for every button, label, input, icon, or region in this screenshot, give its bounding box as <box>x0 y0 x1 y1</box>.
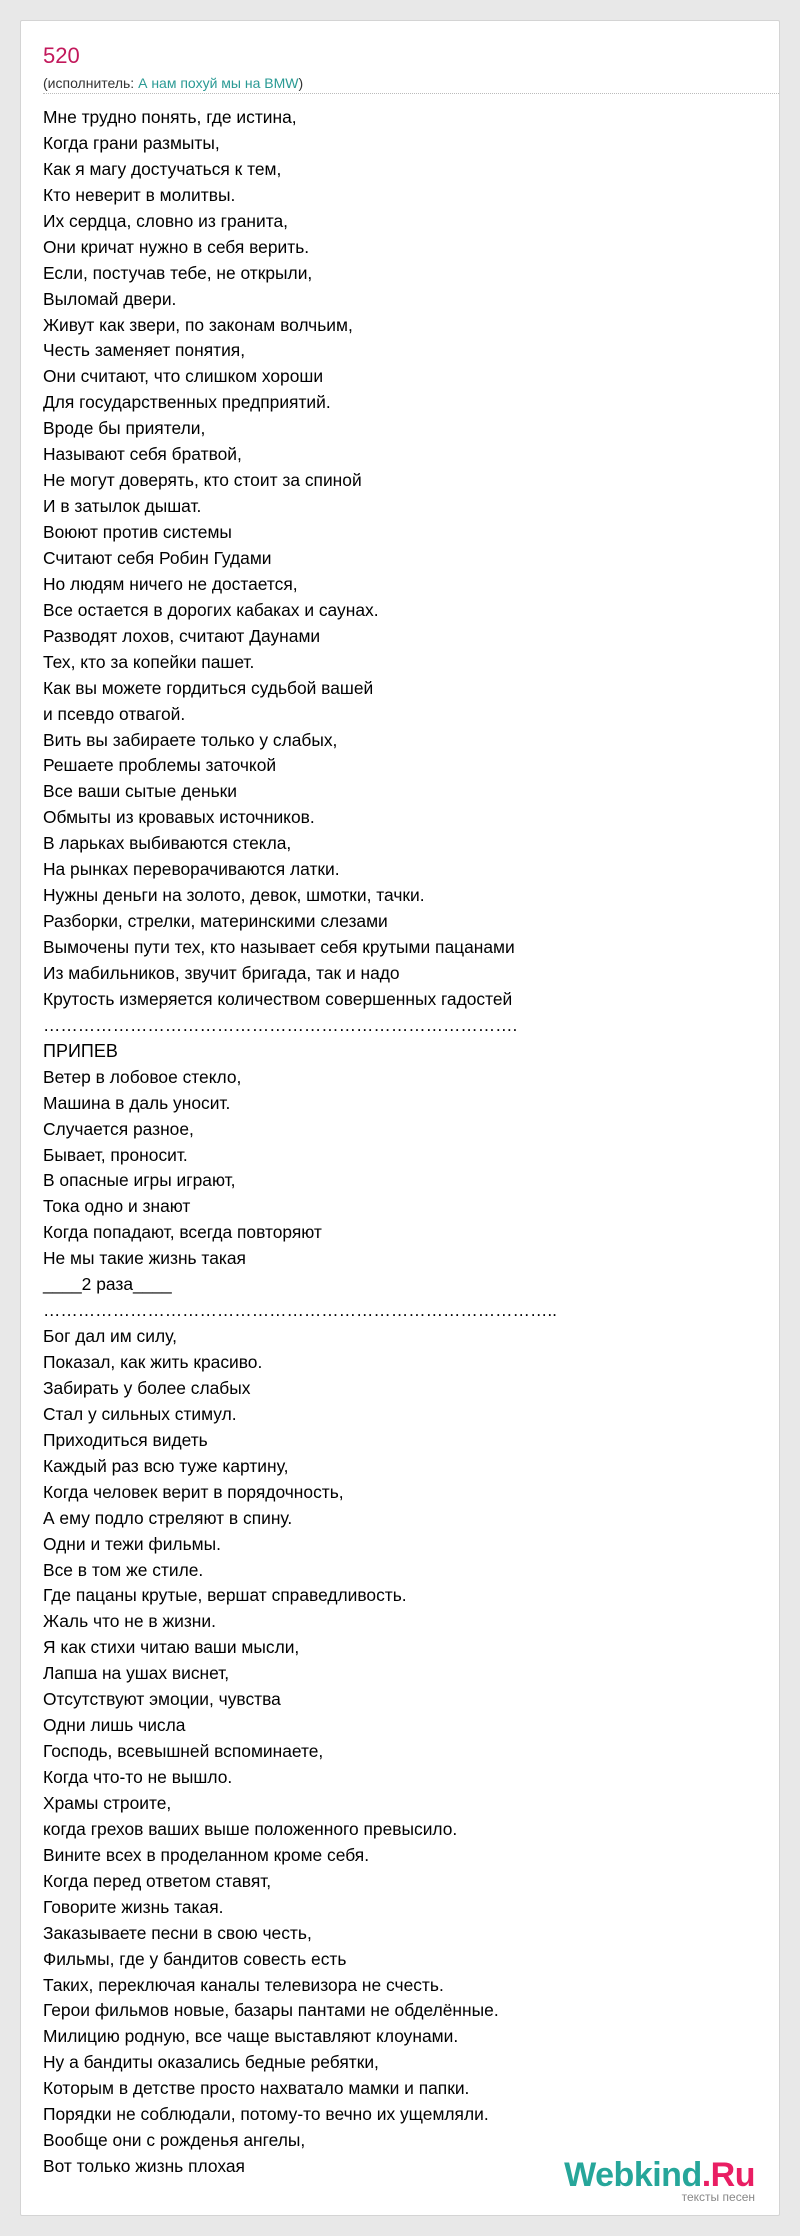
lyric-line: Решаете проблемы заточкой <box>43 755 277 776</box>
lyric-line: Как вы можете гордиться судьбой вашей <box>43 677 374 698</box>
lyric-line: Таких, переключая каналы телевизора не счесть. <box>43 1974 444 1995</box>
lyric-line: Считают себя Робин Гудами <box>43 547 272 568</box>
lyric-line: Герои фильмов новые, базары пантами не обделённые. <box>43 2000 499 2021</box>
lyric-line: Вить вы забираете только у слабых, <box>43 729 338 750</box>
lyric-line: Как я магу достучаться к тем, <box>43 158 282 179</box>
content-card <box>20 20 780 2216</box>
lyric-line: Выломай двери. <box>43 288 177 309</box>
lyric-line: Фильмы, где у бандитов совесть есть <box>43 1948 347 1969</box>
lyric-line: ………………………………………………………………………. <box>43 1014 518 1035</box>
lyric-line: Бог дал им силу, <box>43 1326 177 1347</box>
lyric-line: Вообще они с рожденья ангелы, <box>43 2130 306 2151</box>
lyric-line: В опасные игры играют, <box>43 1170 236 1191</box>
logo-tagline: тексты песен <box>681 2190 755 2204</box>
lyric-line: Для государственных предприятий. <box>43 392 331 413</box>
lyric-line: Все остается в дорогих кабаках и саунах. <box>43 599 379 620</box>
lyric-line: Тех, кто за копейки пашет. <box>43 651 255 672</box>
lyric-line: Тока одно и знают <box>43 1196 191 1217</box>
lyric-line: Ветер в лобовое стекло, <box>43 1066 242 1087</box>
lyric-line: Воюют против системы <box>43 522 232 542</box>
song-title: 520 <box>43 43 80 68</box>
lyric-line: Когда попадают, всегда повторяют <box>43 1222 322 1243</box>
lyric-line: А ему подло стреляют в спину. <box>43 1507 293 1528</box>
lyric-line: В ларьках выбиваются стекла, <box>43 833 292 854</box>
lyric-line: Показал, как жить красиво. <box>43 1352 263 1372</box>
lyric-line: Если, постучав тебе, не открыли, <box>43 262 313 283</box>
lyric-line: Кто неверит в молитвы. <box>43 184 236 205</box>
lyric-line: Жаль что не в жизни. <box>43 1611 216 1632</box>
lyric-line: Когда грани размыты, <box>43 132 220 153</box>
lyric-line: Вот только жизнь плохая <box>43 2156 245 2177</box>
lyric-line: Не мы такие жизнь такая <box>43 1248 246 1269</box>
lyric-line: и псевдо отвагой. <box>43 703 186 724</box>
lyric-line: Случается разное, <box>43 1118 194 1139</box>
lyric-line: Все в том же стиле. <box>43 1559 204 1580</box>
lyric-line: Заказываете песни в свою честь, <box>43 1922 312 1943</box>
artist-line <box>43 74 303 92</box>
lyric-line: Отсутствуют эмоции, чувства <box>43 1689 281 1710</box>
lyric-line: Из мабильников, звучит бригада, так и надо <box>43 962 400 983</box>
lyric-line: Одни лишь числа <box>43 1715 186 1736</box>
artist-link[interactable]: А нам похуй мы на BMW <box>138 75 299 91</box>
lyric-line: Когда человек верит в порядочность, <box>43 1481 344 1502</box>
lyric-line: И в затылок дышат. <box>43 496 202 517</box>
header-divider <box>43 93 779 94</box>
lyric-line: Которым в детстве просто нахватало мамки и папки. <box>43 2078 470 2099</box>
lyric-line: Милицию родную, все чаще выставляют клоунами. <box>43 2026 459 2047</box>
lyric-line: Вините всех в проделанном кроме себя. <box>43 1844 370 1865</box>
lyric-line: Вроде бы приятели, <box>43 418 206 439</box>
artist-suffix: ) <box>298 75 304 91</box>
lyric-line: Ну а бандиты оказались бедные ребятки, <box>43 2052 379 2073</box>
lyric-line: Когда что-то не вышло. <box>43 1767 233 1787</box>
lyric-line: Не могут доверять, кто стоит за спиной <box>43 470 362 491</box>
lyric-line: ____2 раза____ <box>43 1274 172 1295</box>
lyric-line: Храмы строите, <box>43 1792 172 1813</box>
lyric-line: Обмыты из кровавых источников. <box>43 807 315 828</box>
lyric-line: Называют себя братвой, <box>43 444 242 465</box>
lyric-line: Все ваши сытые деньки <box>43 781 237 802</box>
lyric-line: Разборки, стрелки, материнскими слезами <box>43 911 388 932</box>
lyric-line: Они считают, что слишком хороши <box>43 366 324 387</box>
lyric-line: Бывает, проносит. <box>43 1144 188 1165</box>
lyric-line: Одни и тежи фильмы. <box>43 1533 221 1554</box>
lyric-line: Господь, всевышней вспоминаете, <box>43 1741 324 1762</box>
artist-prefix: (исполнитель: <box>43 75 139 91</box>
lyric-line: Приходиться видеть <box>43 1429 208 1450</box>
lyric-line: ПРИПЕВ <box>43 1040 118 1061</box>
lyric-line: Я как стихи читаю ваши мысли, <box>43 1637 300 1658</box>
lyric-line: Говорите жизнь такая. <box>43 1896 224 1917</box>
lyric-line: Порядки не соблюдали, потому-то вечно их ущемляли. <box>43 2104 489 2125</box>
site-logo[interactable] <box>564 2157 755 2203</box>
lyric-line: На рынках переворачиваются латки. <box>43 859 340 880</box>
logo-main-text: Webkind <box>564 2156 702 2194</box>
lyric-line: Мне трудно понять, где истина, <box>43 107 297 127</box>
lyric-line: Забирать у более слабых <box>43 1377 251 1398</box>
lyric-line: Когда перед ответом ставят, <box>43 1870 272 1891</box>
lyric-line: Нужны деньги на золото, девок, шмотки, тачки. <box>43 885 425 906</box>
lyric-line: Вымочены пути тех, кто называет себя крутыми пацанами <box>43 937 515 957</box>
lyric-line: Разводят лохов, считают Даунами <box>43 625 321 646</box>
lyrics-text <box>43 105 779 2180</box>
lyric-line: Где пацаны крутые, вершат справедливость. <box>43 1585 407 1606</box>
lyric-line: …………………………………………………………………………….. <box>43 1300 557 1321</box>
lyric-line: Их сердца, словно из гранита, <box>43 210 288 231</box>
lyric-line: Крутость измеряется количеством совершенных гадостей <box>43 988 513 1009</box>
lyric-line: Лапша на ушах виснет, <box>43 1663 230 1684</box>
lyric-line: Живут как звери, по законам волчьим, <box>43 314 353 335</box>
lyric-line: Они кричат нужно в себя верить. <box>43 236 310 257</box>
lyric-line: когда грехов ваших выше положенного превысило. <box>43 1818 458 1839</box>
lyric-line: Честь заменяет понятия, <box>43 340 246 361</box>
lyric-line: Машина в даль уносит. <box>43 1092 231 1113</box>
lyric-line: Каждый раз всю туже картину, <box>43 1455 289 1476</box>
lyric-line: Но людям ничего не достается, <box>43 573 298 594</box>
logo-tld-text: .Ru <box>701 2156 755 2194</box>
lyric-line: Стал у сильных стимул. <box>43 1403 237 1424</box>
